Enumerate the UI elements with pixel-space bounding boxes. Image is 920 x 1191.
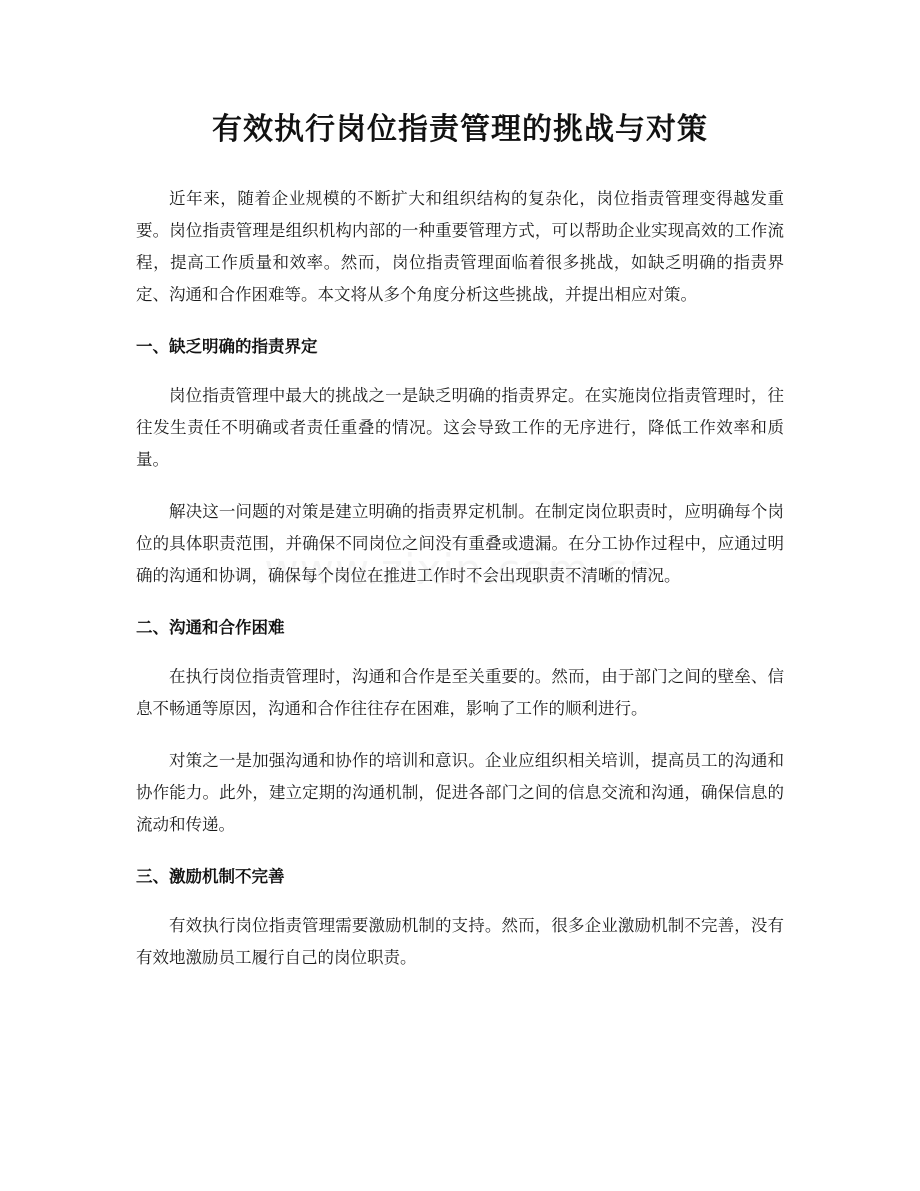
section-2-paragraph-1: 在执行岗位指责管理时，沟通和合作是至关重要的。然而，由于部门之间的壁垒、信息不畅通等原因，沟通和合作往往存在困难，影响了工作的顺利进行。 [136,667,784,718]
document-body [136,183,784,994]
document-title: 有效执行岗位指责管理的挑战与对策 [212,112,708,147]
section-heading-2: 二、沟通和合作困难 [136,618,285,637]
section-1-paragraph-2: 解决这一问题的对策是建立明确的指责界定机制。在制定岗位职责时，应明确每个岗位的具体职责范围，并确保不同岗位之间没有重叠或遗漏。在分工协作过程中，应通过明确的沟通和协调，确保每个岗位在推进工作时不会出现职责不清晰的情况。 [136,502,784,585]
section-heading-3: 三、激励机制不完善 [136,867,285,886]
section-heading-1: 一、缺乏明确的指责界定 [136,337,318,356]
intro-paragraph: 近年来，随着企业规模的不断扩大和组织结构的复杂化，岗位指责管理变得越发重要。岗位指责管理是组织机构内部的一种重要管理方式，可以帮助企业实现高效的工作流程，提高工作质量和效率。然而，岗位指责管理面临着很多挑战，如缺乏明确的指责界定、沟通和合作困难等。本文将从多个角度分析这些挑战，并提出相应对策。 [136,189,784,304]
section-3-paragraph-1: 有效执行岗位指责管理需要激励机制的支持。然而，很多企业激励机制不完善，没有有效地激励员工履行自己的岗位职责。 [136,916,784,967]
section-1-paragraph-1: 岗位指责管理中最大的挑战之一是缺乏明确的指责界定。在实施岗位指责管理时，往往发生责任不明确或者责任重叠的情况。这会导致工作的无序进行，降低工作效率和质量。 [136,386,784,469]
section-2-paragraph-2: 对策之一是加强沟通和协作的培训和意识。企业应组织相关培训，提高员工的沟通和协作能力。此外，建立定期的沟通机制，促进各部门之间的信息交流和沟通，确保信息的流动和传递。 [136,751,784,834]
